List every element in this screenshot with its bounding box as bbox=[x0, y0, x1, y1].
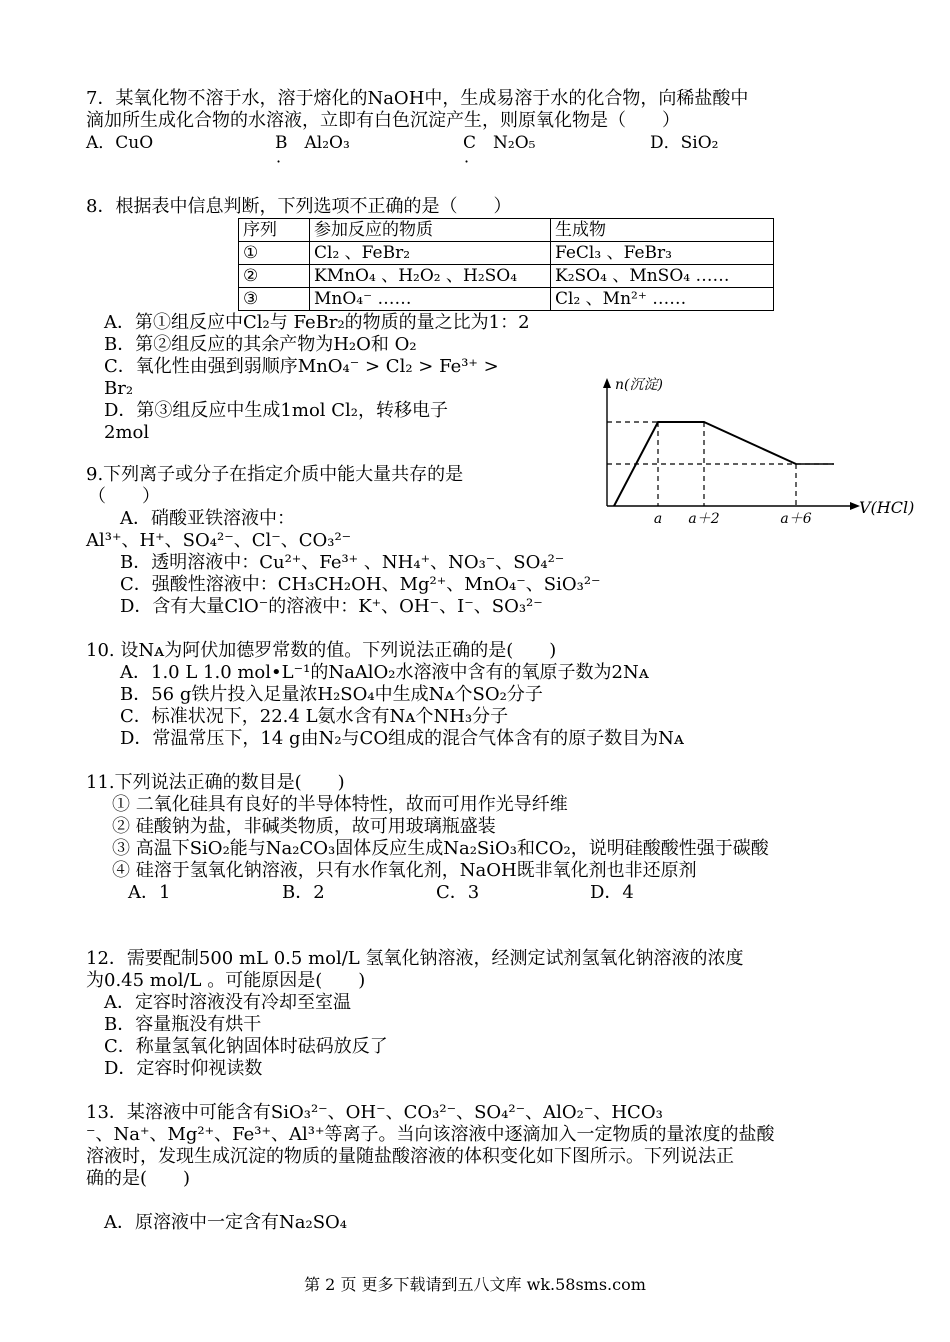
q9-stem: 9.下列离子或分子在指定介质中能大量共存的是 bbox=[86, 464, 464, 485]
table-cell: ① bbox=[239, 242, 310, 265]
q7-option-d: D．SiO₂ bbox=[650, 133, 719, 153]
mark-dot: · bbox=[276, 152, 282, 171]
table-row bbox=[239, 288, 774, 311]
q11-statement-1: ① 二氧化硅具有良好的半导体特性，故而可用作光导纤维 bbox=[112, 794, 568, 815]
q13-option-a: A．原溶液中一定含有Na₂SO₄ bbox=[104, 1212, 347, 1233]
table-header-row bbox=[239, 219, 774, 242]
table-header: 序列 bbox=[239, 219, 310, 242]
x-tick-label: a＋2 bbox=[688, 511, 720, 526]
y-axis-label: n(沉淀) bbox=[615, 377, 663, 393]
q9-option-d: D．含有大量ClO⁻的溶液中：K⁺、OH⁻、I⁻、SO₃²⁻ bbox=[120, 596, 543, 617]
q7-option-b: B Al₂O₃ bbox=[275, 133, 350, 153]
x-axis-label: V(HCl) bbox=[859, 498, 915, 517]
q10-option-a: A．1.0 L 1.0 mol•L⁻¹的NaAlO₂水溶液中含有的氧原子数为2Nᴀ bbox=[120, 662, 649, 683]
table-cell: Cl₂ 、FeBr₂ bbox=[310, 242, 551, 265]
table-header: 参加反应的物质 bbox=[310, 219, 551, 242]
q10-stem: 10. 设Nᴀ为阿伏加德罗常数的值。下列说法正确的是( ) bbox=[86, 640, 557, 661]
table-row bbox=[239, 242, 774, 265]
table-cell: Cl₂ 、Mn²⁺ …… bbox=[551, 288, 774, 311]
mark-dot: · bbox=[464, 152, 470, 171]
q12-line1: 12．需要配制500 mL 0.5 mol/L 氢氧化钠溶液，经测定试剂氢氧化钠溶液的浓度 bbox=[86, 948, 744, 969]
q8-stem: 8．根据表中信息判断，下列选项不正确的是（ ） bbox=[86, 196, 512, 217]
x-tick-label: a＋6 bbox=[780, 511, 812, 526]
q9-option-a-cont: Al³⁺、H⁺、SO₄²⁻、Cl⁻、CO₃²⁻ bbox=[86, 530, 352, 551]
q8-option-d: D．第③组反应中生成1mol Cl₂，转移电子 bbox=[104, 400, 449, 421]
table-cell: KMnO₄ 、H₂O₂ 、H₂SO₄ bbox=[310, 265, 551, 288]
page-footer: 第 2 页 更多下载请到五八文库 wk.58sms.com bbox=[304, 1275, 646, 1294]
series-line bbox=[614, 422, 796, 506]
table-cell: ② bbox=[239, 265, 310, 288]
q8-table bbox=[238, 218, 774, 311]
q7-line2: 滴加所生成化合物的水溶液，立即有白色沉淀产生，则原氧化物是（ ） bbox=[86, 110, 680, 131]
q9-stem-cont: （ ） bbox=[88, 486, 160, 507]
q9-option-c: C．强酸性溶液中：CH₃CH₂OH、Mg²⁺、MnO₄⁻、SiO₃²⁻ bbox=[120, 574, 601, 595]
q13-line3: 溶液时，发现生成沉淀的物质的量随盐酸溶液的体积变化如下图所示。下列说法正 bbox=[86, 1146, 734, 1167]
q13-line2: ⁻、Na⁺、Mg²⁺、Fe³⁺、Al³⁺等离子。当向该溶液中逐滴加入一定物质的量浓度的盐酸 bbox=[86, 1124, 775, 1145]
q8-option-c: C．氧化性由强到弱顺序MnO₄⁻ > Cl₂ > Fe³⁺ > bbox=[104, 356, 499, 377]
table-cell: MnO₄⁻ …… bbox=[310, 288, 551, 311]
precipitate-graph bbox=[572, 370, 924, 526]
q11-stem: 11.下列说法正确的数目是( ) bbox=[86, 772, 345, 793]
table-cell: FeCl₃ 、FeBr₃ bbox=[551, 242, 774, 265]
q9-option-a: A．硝酸亚铁溶液中： bbox=[120, 508, 295, 529]
table-cell: ③ bbox=[239, 288, 310, 311]
q12-option-b: B．容量瓶没有烘干 bbox=[104, 1014, 262, 1035]
q8-option-d-cont: 2mol bbox=[104, 422, 150, 443]
q12-line2: 为0.45 mol/L 。可能原因是( ) bbox=[86, 970, 366, 991]
q7-option-a: A．CuO bbox=[86, 133, 154, 153]
q12-option-d: D．定容时仰视读数 bbox=[104, 1058, 263, 1079]
q8-option-a: A．第①组反应中Cl₂与 FeBr₂的物质的量之比为1：2 bbox=[104, 312, 530, 333]
table-row bbox=[239, 265, 774, 288]
q8-option-b: B．第②组反应的其余产物为H₂O和 O₂ bbox=[104, 334, 417, 355]
q7-line1: 7．某氧化物不溶于水，溶于熔化的NaOH中，生成易溶于水的化合物，向稀盐酸中 bbox=[86, 88, 749, 109]
table-header: 生成物 bbox=[551, 219, 774, 242]
q9-option-b: B．透明溶液中：Cu²⁺、Fe³⁺ 、NH₄⁺、NO₃⁻、SO₄²⁻ bbox=[120, 552, 565, 573]
q13-line1: 13．某溶液中可能含有SiO₃²⁻、OH⁻、CO₃²⁻、SO₄²⁻、AlO₂⁻、HCO₃ bbox=[86, 1102, 663, 1123]
x-tick-label: a bbox=[653, 511, 663, 526]
q11-option-a: A．1 bbox=[128, 882, 171, 903]
table-cell: K₂SO₄ 、MnSO₄ …… bbox=[551, 265, 774, 288]
q12-option-a: A．定容时溶液没有冷却至室温 bbox=[104, 992, 351, 1013]
q11-option-b: B．2 bbox=[282, 882, 325, 903]
q12-option-c: C．称量氢氧化钠固体时砝码放反了 bbox=[104, 1036, 388, 1057]
q11-statement-3: ③ 高温下SiO₂能与Na₂CO₃固体反应生成Na₂SiO₃和CO₂，说明硅酸酸性强于碳酸 bbox=[112, 838, 769, 859]
q10-option-b: B．56 g铁片投入足量浓H₂SO₄中生成Nᴀ个SO₂分子 bbox=[120, 684, 543, 705]
y-axis-arrow bbox=[603, 378, 611, 388]
q10-option-d: D．常温常压下，14 g由N₂与CO组成的混合气体含有的原子数目为Nᴀ bbox=[120, 728, 684, 749]
q10-option-c: C．标准状况下，22.4 L氨水含有Nᴀ个NH₃分子 bbox=[120, 706, 509, 727]
q11-option-c: C．3 bbox=[436, 882, 480, 903]
q8-option-c-cont: Br₂ bbox=[104, 378, 134, 399]
q11-statement-2: ② 硅酸钠为盐，非碱类物质，故可用玻璃瓶盛装 bbox=[112, 816, 496, 837]
q11-statement-4: ④ 硅溶于氢氧化钠溶液，只有水作氧化剂，NaOH既非氧化剂也非还原剂 bbox=[112, 860, 697, 881]
q13-line4: 确的是( ) bbox=[86, 1168, 191, 1189]
q7-option-c: C N₂O₅ bbox=[463, 133, 536, 153]
q11-option-d: D．4 bbox=[590, 882, 634, 903]
